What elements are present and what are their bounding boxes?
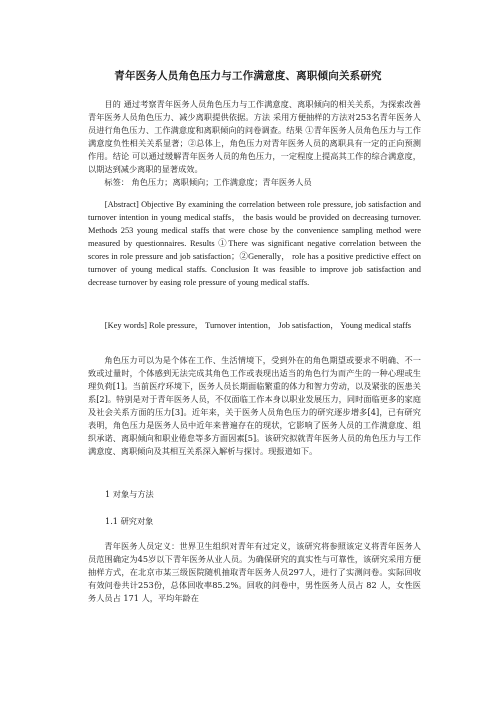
keywords-en: [Key words] Role pressure， Turnover intention， Job satisfaction， Young medical staffs — [104, 321, 411, 330]
section-heading-1-1: 1.1 研究对象 — [105, 516, 154, 526]
abstract-en: [Abstract] Objective By examining the correlation between role pressure, job satisfaction and turnover intention in young medical staffs， the basis would be provided on decreasing turnover. Methods 253 young medical staffs that were chose by the convenience sampling method were measured by questionnaires. Results ①There was significant negative correlation between the scores in role pressure and job satisfaction；②Generally， role has a positive predictive effect on turnover of young medical staffs. Conclusion It was feasible to improve job satisfaction and decrease turnover by easing role pressure of young medical staffs. — [88, 200, 421, 287]
subjects-paragraph: 青年医务人员定义：世界卫生组织对青年有过定义，该研究将参照该定义将青年医务人员范围确定为45岁以下青年医务从业人员。为确保研究的真实性与可靠性，该研究采用方便抽样方式，在北京市某三级医院随机抽取青年医务人员297人，进行了实测问卷。实际回收有效问卷共计253份，总体回收率85.2%。回收的问卷中，男性医务人员占 82 人，女性医务人员占 171 人，平均年龄在 — [88, 541, 421, 603]
introduction-paragraph: 角色压力可以为是个体在工作、生活情境下，受到外在的角色期望或要求不明确、不一致或过量时，个体感到无法完成其角色工作或表现出适当的角色行为而产生的一种心理或生理负荷[1]。当前医疗环境下，医务人员长期面临繁重的体力和智力劳动，以及紧张的医患关系[2]。特别是对于青年医务人员，不仅面临工作本身以职业发展压力，同时面临更多的家庭及社会关系方面的压力[3]。近年来，关于医务人员角色压力的研究逐步增多[4]，已有研究表明，角色压力是医务人员中近年来普遍存在的现状，它影响了医务人员的工作满意度、组织承诺、离职倾向和职业倦怠等多方面因素[5]。该研究拟就青年医务人员的角色压力与工作满意度、离职倾向及其相互关系深入解析与探讨。现报道如下。 — [88, 355, 421, 456]
document-title: 青年医务人员角色压力与工作满意度、离职倾向关系研究 — [114, 70, 382, 82]
abstract-cn: 目的 通过考察青年医务人员角色压力与工作满意度、离职倾向的相关关系，为探索改善青年医务人员角色压力、减少离职提供依据。方法 采用方便抽样的方法对253名青年医务人员进行角色压力、工作满意度和离职倾向的问卷调查。结果 ①青年医务人员角色压力与工作满意度负性相关关系显著；②总体上，角色压力对青年医务人员的离职具有一定的正向预测作用。结论 可以通过缓解青年医务人员的角色压力，一定程度上提高其工作的综合满意度，以期达到减少离职的显著成效。 — [88, 99, 421, 174]
section-heading-1: 1 对象与方法 — [105, 489, 154, 499]
keywords-cn: 标签： 角色压力；离职倾向；工作满意度；青年医务人员 — [104, 177, 312, 187]
